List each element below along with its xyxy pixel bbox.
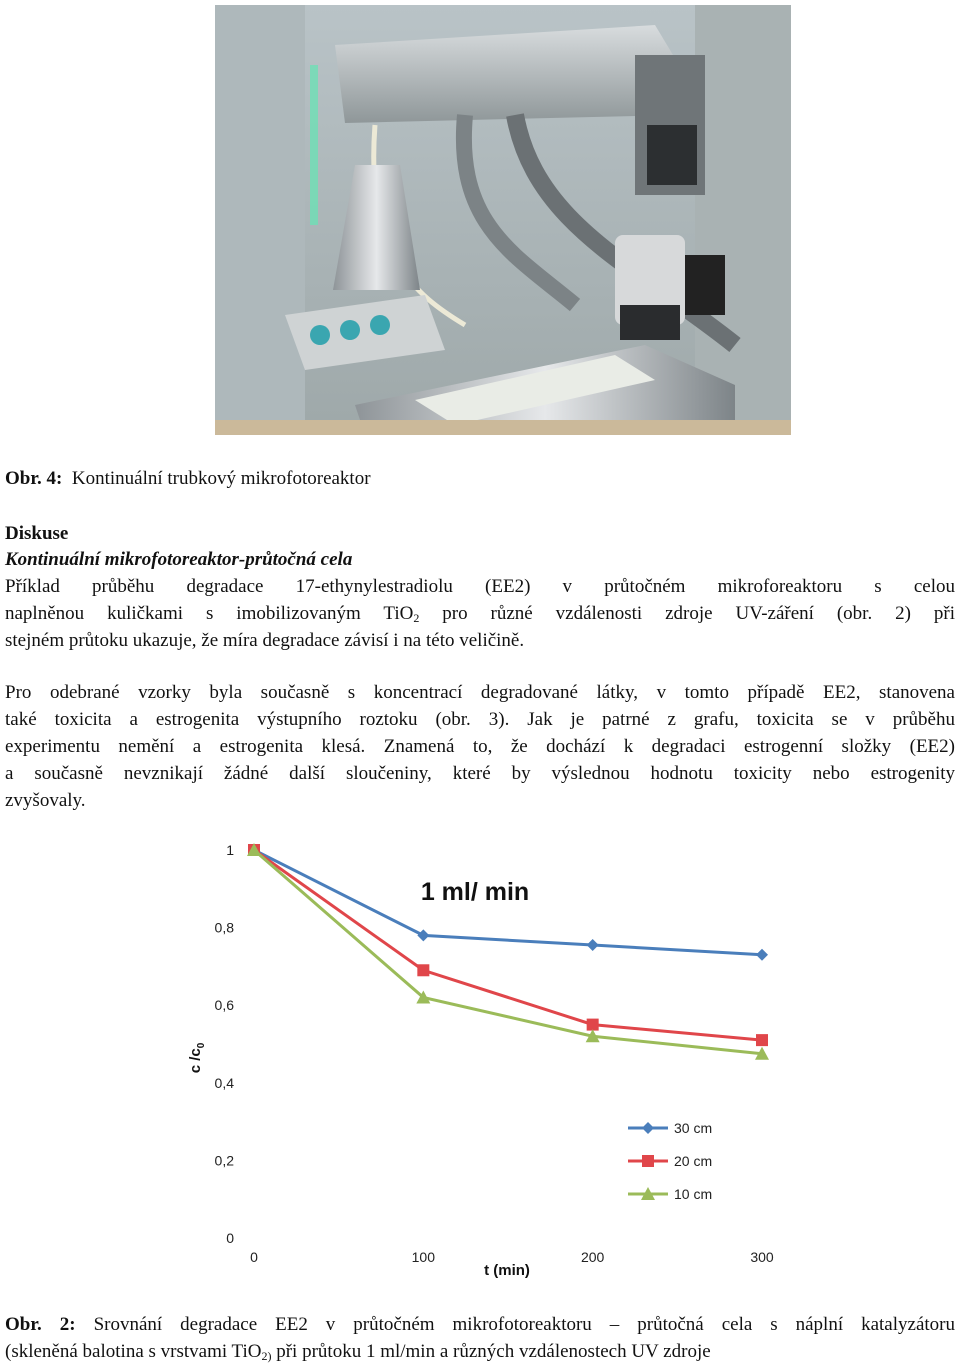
- series-lines: [247, 843, 769, 1060]
- legend-label: 20 cm: [674, 1153, 713, 1169]
- y-label-subscript: 0: [196, 1042, 207, 1049]
- paragraph-2-line-4: a současně nevznikají žádné další sloučeniny, které by výslednou hodnotu toxicity nebo estrogenity: [5, 763, 955, 784]
- y-tick-label: 0,2: [214, 1152, 234, 1169]
- y-tick-label: 0,8: [214, 919, 234, 936]
- legend-label: 30 cm: [674, 1120, 713, 1136]
- data-point: [756, 949, 768, 961]
- x-tick-label: 200: [580, 1249, 605, 1265]
- x-tick-label: 300: [750, 1249, 774, 1265]
- figure-2-text-1: Srovnání degradace EE2 v průtočném mikrofotoreaktoru – průtočná cela s náplní katalyzátoru: [75, 1314, 955, 1335]
- figure-2-text-2a: (skleněná balotina s vrstvami TiO: [5, 1341, 262, 1362]
- legend-marker: [642, 1155, 654, 1167]
- degradation-chart: [180, 828, 800, 1288]
- x-tick-label: 0: [250, 1249, 258, 1265]
- discussion-heading: Diskuse: [5, 523, 69, 544]
- data-point: [587, 939, 599, 951]
- figure-4-caption: [5, 466, 955, 492]
- p1-text-a: naplněnou kuličkami s imobilizovaným TiO: [5, 603, 414, 624]
- p1-subscript: 2: [413, 611, 420, 625]
- y-tick-label: 0,6: [214, 997, 234, 1014]
- figure-2-caption-line-1: [5, 1312, 955, 1338]
- paragraph-1-line-2: [5, 601, 955, 627]
- p1-text-b: pro různé vzdálenosti zdroje UV-záření (obr. 2) při: [419, 603, 955, 624]
- data-point: [587, 1019, 599, 1031]
- legend-marker: [642, 1122, 654, 1134]
- y-tick-label: 1: [226, 842, 234, 858]
- figure-4-label: Obr. 4:: [5, 468, 63, 489]
- y-tick-label: 0: [226, 1230, 234, 1246]
- paragraph-2-line-5: zvyšovaly.: [5, 790, 86, 811]
- data-point: [417, 929, 429, 941]
- discussion-subheading: Kontinuální mikrofotoreaktor-průtočná cela: [5, 549, 353, 570]
- paragraph-2-line-2: také toxicita a estrogenita výstupního roztoku (obr. 3). Jak je patrné z grafu, toxicita se v průběhu: [5, 709, 955, 730]
- reactor-photo: [215, 5, 791, 435]
- x-axis-label: t (min): [484, 1262, 530, 1279]
- paragraph-1-line-3: stejném průtoku ukazuje, že míra degradace závisí i na této veličině.: [5, 630, 525, 651]
- figure-4-title: Kontinuální trubkový mikrofotoreaktor: [71, 468, 371, 489]
- figure-2-caption-line-2: [5, 1339, 955, 1365]
- legend-label: 10 cm: [674, 1186, 713, 1202]
- x-tick-label: 100: [411, 1249, 436, 1265]
- y-axis-label: [187, 1042, 207, 1073]
- chart-title: 1 ml/ min: [420, 878, 530, 906]
- y-label-main: c /c: [187, 1048, 204, 1074]
- paragraph-2-line-1: Pro odebrané vzorky byla současně s koncentrací degradované látky, v tomto případě EE2, stanovena: [5, 682, 955, 703]
- paragraph-2-line-3: experimentu nemění a estrogenita klesá. Znamená to, že dochází k degradaci estrogenní složky (EE2): [5, 736, 955, 757]
- legend: [628, 1120, 712, 1202]
- figure-2-label: Obr. 2:: [5, 1314, 76, 1335]
- figure-2-text-2b: při průtoku 1 ml/min a různých vzdálenostech UV zdroje: [271, 1341, 711, 1362]
- data-point: [417, 964, 429, 976]
- y-axis-label-text: [187, 1042, 207, 1073]
- y-tick-label: 0,4: [214, 1074, 234, 1091]
- paragraph-1-line-1: Příklad průběhu degradace 17-ethynylestradiolu (EE2) v průtočném mikroforeaktoru s celou: [5, 576, 955, 597]
- figure-2-subscript: 2): [261, 1349, 272, 1363]
- data-point: [756, 1034, 768, 1046]
